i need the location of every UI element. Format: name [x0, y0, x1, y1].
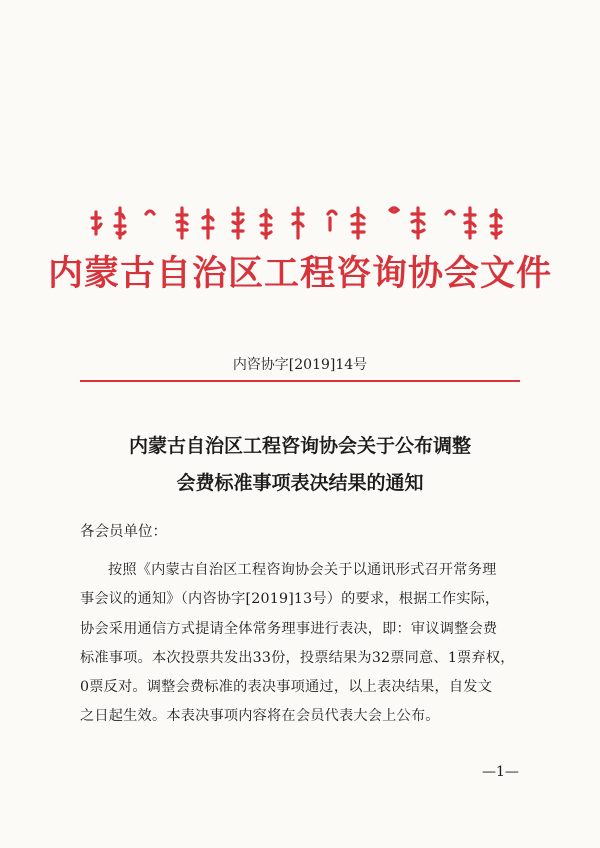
mongolian-script-title	[90, 200, 510, 244]
body-line: 0票反对。调整会费标准的表决事项通过，以上表决结果，自发文	[80, 679, 493, 696]
body-line: 之日起生效。本表决事项内容将在会员代表大会上公布。	[80, 708, 440, 725]
notice-title-line: 会费标准事项表决结果的通知	[176, 472, 424, 494]
body-line: 按照《内蒙古自治区工程咨询协会关于以通讯形式召开常务理	[108, 562, 497, 578]
salutation: 各会员单位：	[80, 524, 167, 540]
notice-title-line: 内蒙古自治区工程咨询协会关于公布调整	[128, 435, 471, 457]
header-divider-rule	[80, 380, 520, 382]
body-line: 事会议的通知》（内咨协字[2019]13号）的要求，根据工作实际，	[80, 591, 500, 608]
notice-title	[0, 428, 600, 502]
notice-body	[80, 556, 520, 732]
body-line: 协会采用通信方式提请全体常务理事进行表决，即：审议调整会费	[80, 620, 498, 637]
document-header-title: 内蒙古自治区工程咨询协会文件	[47, 254, 552, 294]
page-number: —1—	[482, 764, 519, 780]
body-line: 标准事项。本次投票共发出33份，投票结果为32票同意、1票弃权，	[80, 649, 515, 666]
mongolian-script-graphic	[90, 200, 510, 244]
document-number: 内咨协字[2019]14号	[232, 357, 368, 373]
